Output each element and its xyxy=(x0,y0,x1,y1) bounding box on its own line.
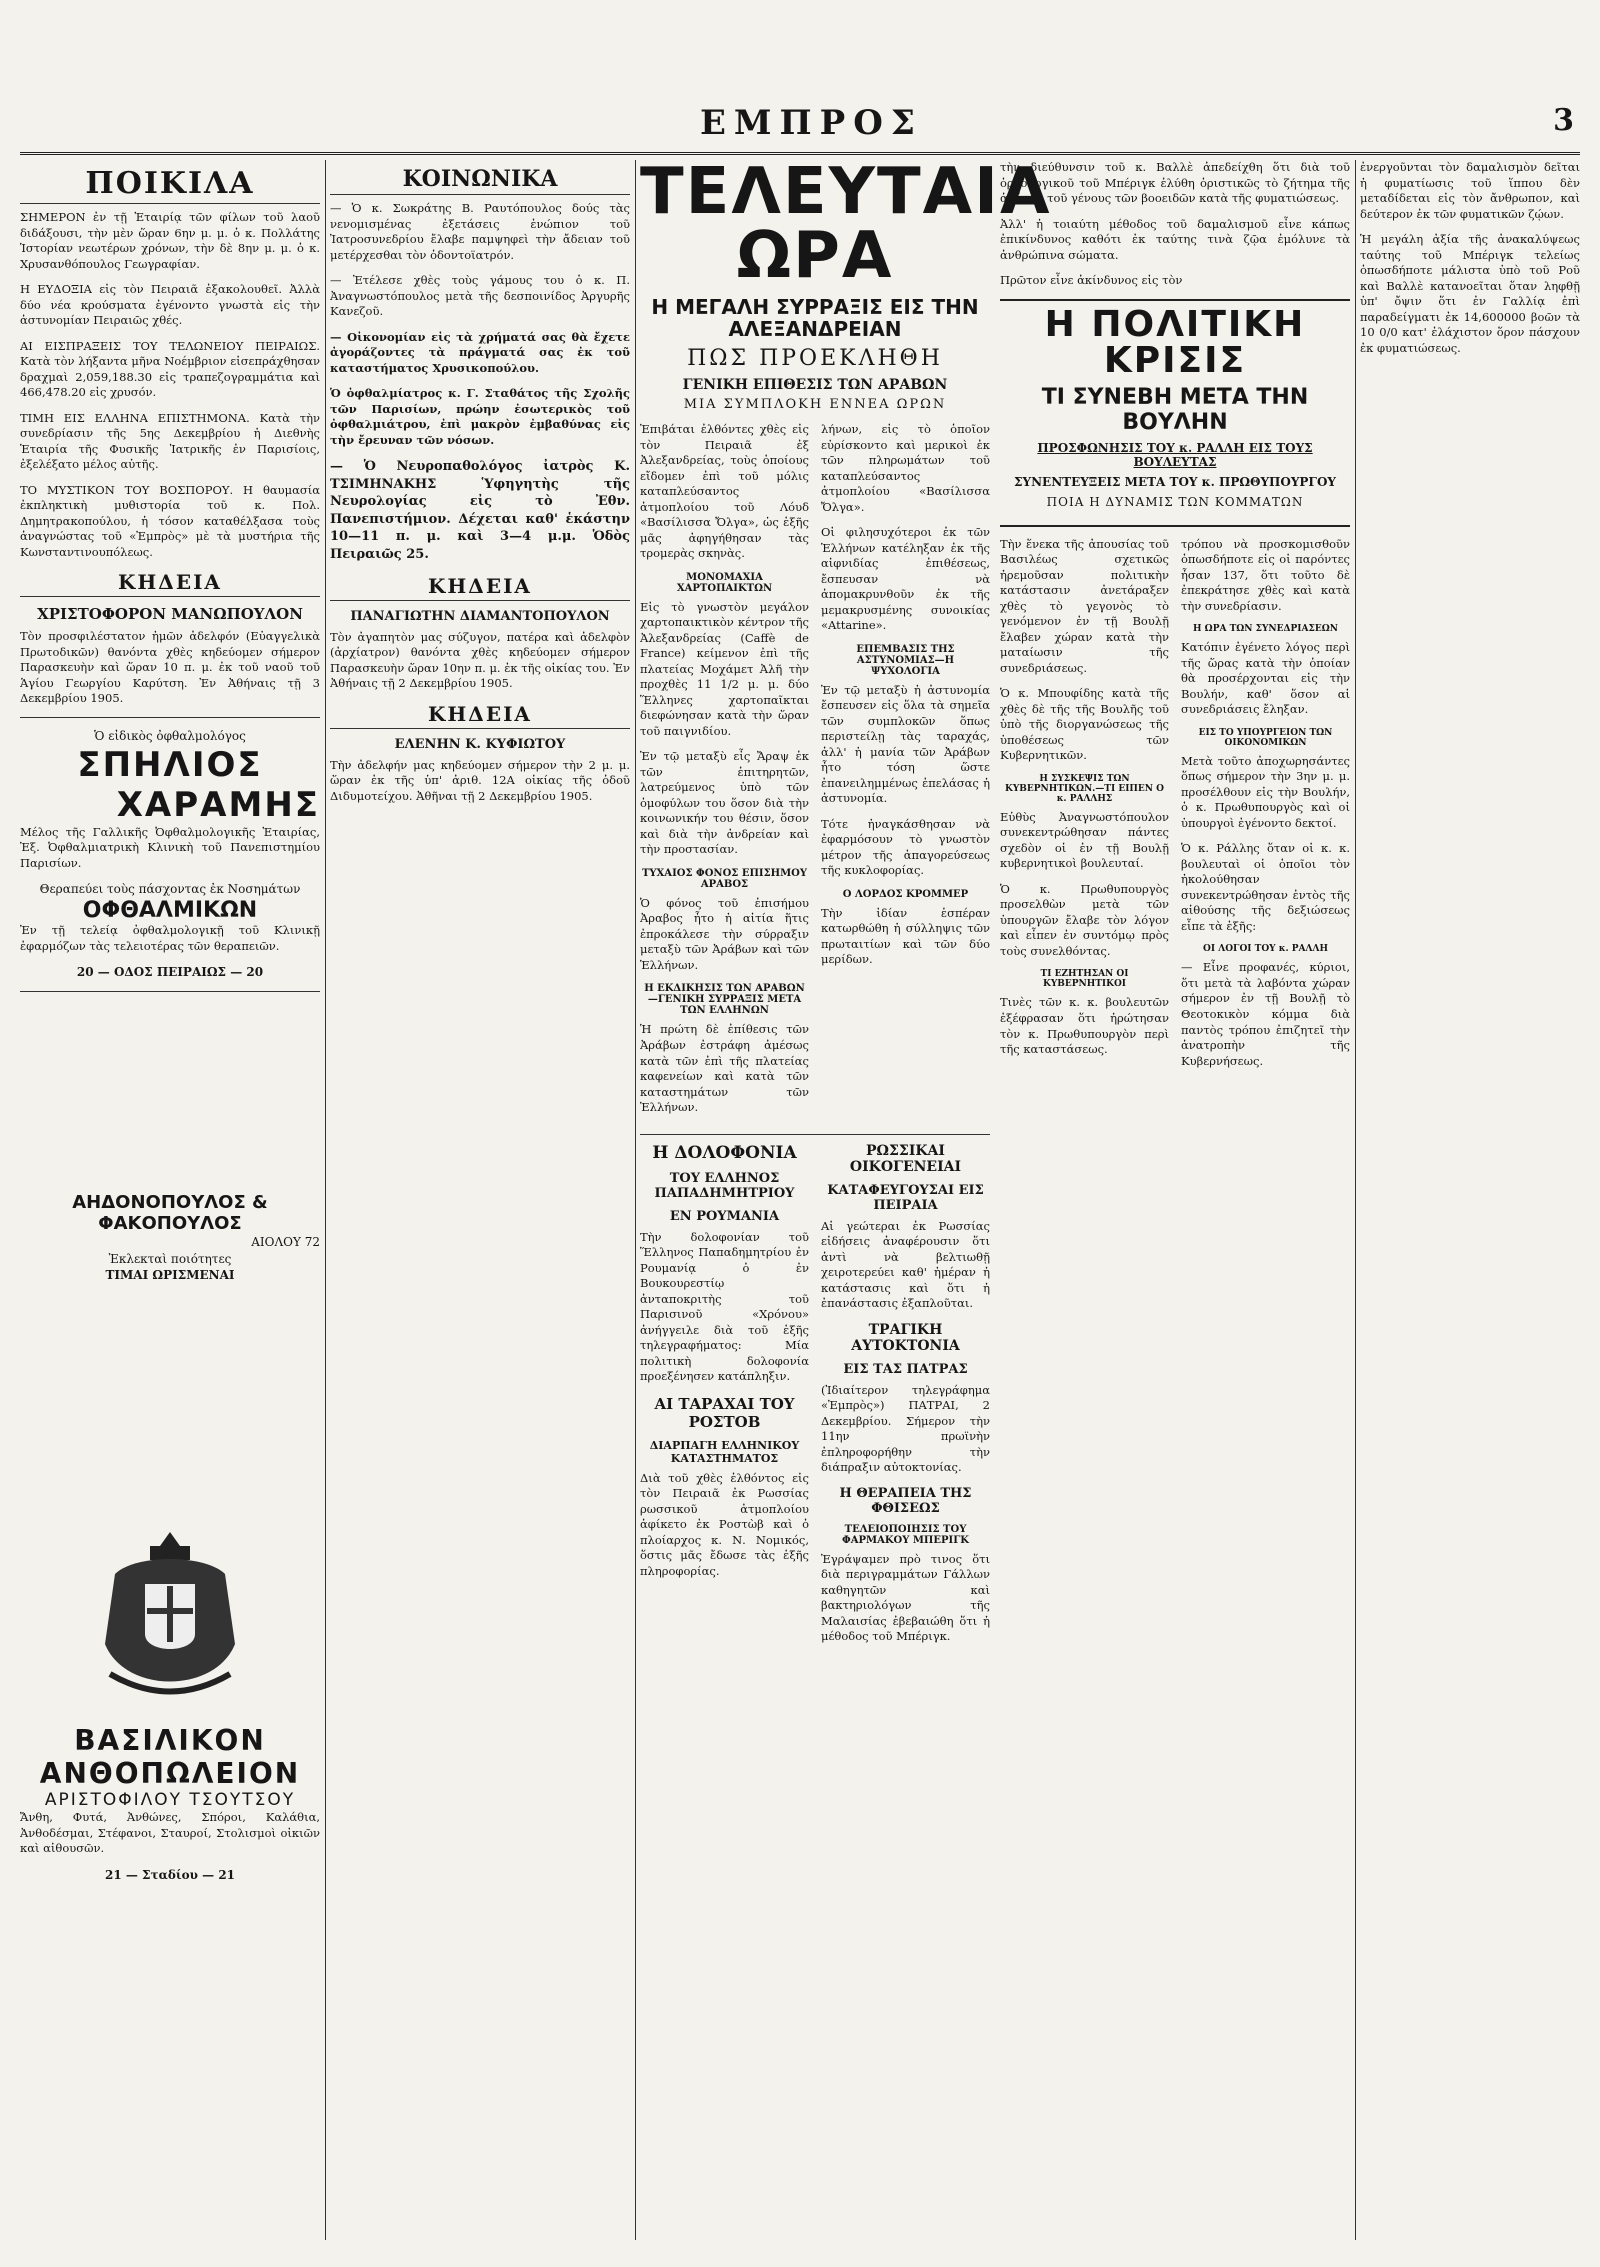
subheading: ΟΙ ΛΟΓΟΙ ΤΟΥ κ. ΡΑΛΛΗ xyxy=(1203,944,1328,955)
subheading: Η ΣΥΣΚΕΨΙΣ ΤΩΝ ΚΥΒΕΡΝΗΤΙΚΩΝ.—ΤΙ ΕΙΠΕΝ Ο κ. ΡΑΛΛΗΣ xyxy=(1005,773,1164,804)
lead-story-right xyxy=(821,422,990,1126)
headline-sub: Η ΜΕΓΑΛΗ ΣΥΡΡΑΞΙΣ ΕΙΣ ΤΗΝ ΑΛΕΞΑΝΔΡΕΙΑΝ xyxy=(651,295,979,341)
paragraph: Ἐγράψαμεν πρὸ τινος ὅτι διὰ περιγραμμάτων Γάλλων καθηγητῶν καὶ βακτηριολόγων τῆς Μαλαισίας ἐβεβαιώθη ὅτι ἡ μέθοδος τοῦ Μπέριγκ. xyxy=(821,1551,990,1644)
headline-4: ΓΕΝΙΚΗ ΕΠΙΘΕΣΙΣ ΤΩΝ ΑΡΑΒΩΝ xyxy=(682,377,948,393)
paragraph: λήνων, εἰς τὸ ὁποῖον εὑρίσκοντο καὶ μερικοὶ ἐκ τῶν πληρωμάτων τοῦ καταπλεύσαντος ἀτμοπλοίου «Βασίλισσα Ὄλγα». xyxy=(821,422,990,514)
story-subheadline: ΔΙΑΡΠΑΓΗ ΕΛΛΗΝΙΚΟΥ ΚΑΤΑΣΤΗΜΑΤΟΣ xyxy=(649,1438,800,1465)
paragraph: Τὴν ἰδίαν ἑσπέραν κατωρθώθη ἡ σύλληψις τῶν πρωταιτίων καὶ τῶν δύο μερίδων. xyxy=(821,905,990,967)
column-4 xyxy=(1360,160,1580,2240)
column-divider xyxy=(635,160,636,2240)
doctor-advertisement xyxy=(20,728,320,981)
subheading: ΕΙΣ ΤΟ ΥΠΟΥΡΓΕΙΟΝ ΤΩΝ ΟΙΚΟΝΟΜΙΚΩΝ xyxy=(1198,727,1333,748)
section-title-khdeia: ΚΗΔΕΙΑ xyxy=(20,570,320,597)
politiki-subheadline: ΠΡΟΣΦΩΝΗΣΙΣ ΤΟΥ κ. ΡΑΛΛΗ ΕΙΣ ΤΟΥΣ ΒΟΥΛΕΥΤΑΣ xyxy=(1037,440,1313,469)
story-subheadline: ΤΟΥ ΕΛΛΗΝΟΣ ΠΑΠΑΔΗΜΗΤΡΙΟΥ xyxy=(654,1170,795,1201)
paragraph: ΑΙ ΕΙΣΠΡΑΞΕΙΣ ΤΟΥ ΤΕΛΩΝΕΙΟΥ ΠΕΙΡΑΙΩΣ. Κατὰ τὸν λήξαντα μῆνα Νοέμβριον εἰσεπράχθησαν δραχμαὶ 2,059,188.30 εἰς τραπεζογραμμάτια καὶ 466,478.20 εἰς χρυσόν. xyxy=(20,338,320,400)
page-number: 3 xyxy=(1553,103,1574,138)
section-title-khdeia: ΚΗΔΕΙΑ xyxy=(330,702,630,729)
divider xyxy=(20,991,320,992)
politiki-headline: Η ΠΟΛΙΤΙΚΗ ΚΡΙΣΙΣ xyxy=(1044,303,1306,381)
subheading: ΜΟΝΟΜΑΧΙΑ ΧΑΡΤΟΠΑΙΚΤΩΝ xyxy=(676,571,773,594)
paragraph: τρόπου νὰ προσκομισθοῦν ὁπωσδήποτε εἰς οἱ παρόντες ἦσαν 137, ὅτι τοῦτο δὲ ἐπεκράτησε χθὲς καὶ κατὰ τὴν συνεδρίασιν. xyxy=(1181,536,1350,613)
subheading: ΕΠΕΜΒΑΣΙΣ ΤΗΣ ΑΣΤΥΝΟΜΙΑΣ—Η ΨΥΧΟΛΟΓΙΑ xyxy=(856,643,955,677)
story-subheadline: ΕΙΣ ΤΑΣ ΠΑΤΡΑΣ xyxy=(843,1361,968,1377)
ad-line: Ὁ εἰδικὸς ὀφθαλμολόγος xyxy=(94,728,246,743)
paragraph: Ἡ πρώτη δὲ ἐπίθεσις τῶν Ἀράβων ἐστράφη ἀμέσως κατὰ τῶν ἐπὶ τῆς πλατείας καφενείων καὶ κατὰ τῶν καταστημάτων τῶν Ἑλλήνων. xyxy=(640,1022,809,1115)
ad-name: ΧΑΡΑΜΗΣ xyxy=(116,784,320,825)
ad-specialty: ΟΦΘΑΛΜΙΚΩΝ xyxy=(82,898,258,924)
paragraph: Πρῶτον εἶνε ἀκίνδυνος εἰς τὸν xyxy=(1000,273,1183,288)
headline-3: ΠΩΣ ΠΡΟΕΚΛΗΘΗ xyxy=(687,346,943,371)
ad-address: ΑΙΟΛΟΥ 72 xyxy=(251,1234,320,1249)
deceased-name: ΠΑΝΑΓΙΩΤΗΝ ΔΙΑΜΑΝΤΟΠΟΥΛΟΝ xyxy=(350,608,610,624)
paragraph: Μετὰ τοῦτο ἀποχωρησάντες ὅπως σήμερον τὴν 3ην μ. μ. προσέλθουν εἰς τὴν Βουλήν, ὁ κ. Πρωθυπουργὸς καὶ οἱ ὑπουργοὶ ἐγένοντο δεκτοί. xyxy=(1181,753,1350,830)
paragraph: — Ἐτέλεσε χθὲς τοὺς γάμους του ὁ κ. Π. Ἀναγνωστόπουλος μετὰ τῆς δεσποινίδος Ἀργυρῆς Κανεζοῦ. xyxy=(330,273,630,319)
ad-name: ΣΠΗΛΙΟΣ xyxy=(77,744,263,785)
paragraph: Τότε ἠναγκάσθησαν νὰ ἐφαρμόσουν τὸ γνωστὸν μέτρον τῆς ἀπαγορεύσεως τῆς κυκλοφορίας. xyxy=(821,816,990,878)
story-headline: Η ΘΕΡΑΠΕΙΑ ΤΗΣ ΦΘΙΣΕΩΣ xyxy=(839,1485,972,1516)
politiki-subheadline: ΠΟΙΑ Η ΔΥΝΑΜΙΣ ΤΩΝ ΚΟΜΜΑΤΩΝ xyxy=(1046,494,1304,509)
subheading: Η ΩΡΑ ΤΩΝ ΣΥΝΕΔΡΙΑΣΕΩΝ xyxy=(1193,624,1338,635)
story-headline: ΤΡΑΓΙΚΗ ΑΥΤΟΚΤΟΝΙΑ xyxy=(851,1321,960,1354)
subheading: Η ΕΚΔΙΚΗΣΙΣ ΤΩΝ ΑΡΑΒΩΝ—ΓΕΝΙΚΗ ΣΥΡΡΑΞΙΣ ΜΕΤΑ ΤΩΝ ΕΛΛΗΝΩΝ xyxy=(644,983,805,1017)
column-3 xyxy=(640,160,1350,2240)
ad-address: 20 — ΟΔΟΣ ΠΕΙΡΑΙΩΣ — 20 xyxy=(76,965,264,980)
subheading: ΤΙ ΕΖΗΤΗΣΑΝ ΟΙ ΚΥΒΕΡΝΗΤΙΚΟΙ xyxy=(1040,969,1129,990)
paragraph: ΣΗΜΕΡΟΝ ἐν τῇ Ἑταιρίᾳ τῶν φίλων τοῦ λαοῦ διδάξουσι, τὴν μὲν ὥραν 6ην μ. μ. ὁ κ. Πολλάτης Ἱστορίαν νεωτέρων χρόνων, τὴν δὲ 8ην μ. μ. ὁ κ. Χρυσανθόπουλος Γεωγραφίαν. xyxy=(20,210,320,271)
paragraph: Ἡ μεγάλη ἀξία τῆς ἀνακαλύψεως ταύτης τοῦ Μπέριγκ τελείως ὁπωσδήποτε μάλιστα ὑπὸ τοῦ Ροῦ καὶ Βαλλὲ κατανοεῖται ὅταν ληφθῇ ὑπ' ὄψιν ὅτι ἐν Γαλλίᾳ ἐπὶ παραδείγματι ἐκ 14,600000 βοῶν τὰ 10 0/0 κατ' ἐλάχιστον ὅρον πάσχουν ἐκ φυματιώσεως. xyxy=(1360,232,1580,355)
paragraph: Τὴν ἀδελφήν μας κηδεύομεν σήμερον τὴν 2 μ. μ. ὥραν ἐκ τῆς ὑπ' ἀριθ. 12Α οἰκίας τῆς ὁδοῦ Διδυμοτείχου. Ἀθῆναι τῇ 2 Δεκεμβρίου 1905. xyxy=(330,757,630,803)
ad-text: Ἄνθη, Φυτά, Ἀνθώνες, Σπόροι, Καλάθια, Ἀνθοδέσμαι, Στέφανοι, Σταυροί, Στολισμοὶ οἰκιῶν καὶ αἰθουσῶν. xyxy=(20,1810,320,1856)
story-rossikai xyxy=(821,1143,990,1655)
paragraph: Κατόπιν ἐγένετο λόγος περὶ τῆς ὥρας κατὰ τὴν ὁποίαν θὰ προσέρχονται εἰς τὴν Βουλήν, καθ' ὅσον αἱ συνεδριάσεις ἔληξαν. xyxy=(1181,640,1350,717)
paragraph: Τὸν προσφιλέστατον ἡμῶν ἀδελφόν (Εὐαγγελικὰ Πρωτοδικῶν) θανόντα χθὲς κηδεύομεν σήμερον Παρασκευὴν καὶ ὥραν 10 π. μ. ἐκ τοῦ ναοῦ τοῦ Ἁγίου Γεωργίου Καρύτση. Ἐν Ἀθήναις τῇ 3 Δεκεμβρίου 1905. xyxy=(20,629,320,706)
section-title-khdeia: ΚΗΔΕΙΑ xyxy=(330,574,630,601)
divider xyxy=(640,1134,990,1135)
section-title-koinonika: ΚΟΙΝΩΝΙΚΑ xyxy=(330,166,630,195)
paragraph: Τινὲς τῶν κ. κ. βουλευτῶν ἐξέφρασαν ὅτι ἠρώτησαν τὸν κ. Πρωθυπουργὸν περὶ τῆς καταστάσεως. xyxy=(1000,995,1169,1057)
right-stories xyxy=(1000,160,1350,1079)
paragraph: Ὁ κ. Πρωθυπουργὸς προσελθὼν μετὰ τῶν ὑπουργῶν ἔλαβε τὸν λόγον καὶ εἶπεν ἐν συντόμῳ πρὸς τοὺς συνελθόντας. xyxy=(1000,881,1169,958)
paragraph: ἐνεργοῦνται τὸν δαμαλισμὸν δεῖται ἡ φυματίωσις τοῦ ἵππου δὲν μεταδίδεται εἰς τὸν ἄνθρωπον, καὶ δεύτερον ἐκ τῶν φυματικῶν ζῴων. xyxy=(1360,160,1580,221)
column-2 xyxy=(330,160,630,2240)
paragraph: ΤΙΜΗ ΕΙΣ ΕΛΛΗΝΑ ΕΠΙΣΤΗΜΟΝΑ. Κατὰ τὴν συνεδρίασιν τῆς 5ης Δεκεμβρίου ἡ Διεθνὴς Ἑταιρία τῆς Φυσικῆς Ἰατρικῆς ἐν Παρισίοις, ἐξελέξατο μέλος αὐτῆς. xyxy=(20,410,320,472)
lead-story xyxy=(640,160,1052,1655)
paragraph: Αἱ γεώτεραι ἐκ Ρωσσίας εἰδήσεις ἀναφέρουσιν ὅτι ἀντὶ νὰ βελτιωθῇ χειροτερεύει καθ' ἡμέραν ἡ κατάστασις καὶ ὅτι ἡ ἐπανάστασις ἐξαπλοῦται. xyxy=(821,1218,990,1311)
paragraph: — Εἶνε προφανές, κύριοι, ὅτι μετὰ τὰ λαβόντα χώραν σήμερον ἐν τῇ Βουλῇ τὸ Θεοτοκικὸν κόμμα διὰ παντὸς τρόπου ἐπιζητεῖ τὴν ἀνατροπὴν τῆς Κυβερνήσεως. xyxy=(1181,960,1350,1068)
politiki-subheadline: ΣΥΝΕΝΤΕΥΞΕΙΣ ΜΕΤΑ ΤΟΥ κ. ΠΡΩΘΥΠΟΥΡΓΟΥ xyxy=(1014,474,1336,489)
paragraph: Εὐθὺς Ἀναγνωστόπουλον συνεκεντρώθησαν πάντες σχεδὸν οἱ ἐν τῇ Βουλῇ κυβερνητικοὶ βουλευταί. xyxy=(1000,809,1169,871)
headline-main: ΤΕΛΕΥΤΑΙΑ ΩΡΑ xyxy=(640,160,1052,293)
paragraph: — Οἰκονομίαν εἰς τὰ χρήματά σας θὰ ἔχετε ἀγοράζοντες τὰ πράγματά σας ἐκ τοῦ καταστήματος Χρυσικοπούλου. xyxy=(330,329,630,375)
paragraph: Τὴν δολοφονίαν τοῦ Ἕλληνος Παπαδημητρίου ἐν Ρουμανίᾳ ὁ ἐν Βουκουρεστίῳ ἀνταποκριτὴς τοῦ Παρισινοῦ «Χρόνου» ἀνήγγειλε διὰ τοῦ ἑξῆς τηλεγραφήματος: Μία πολιτικὴ δολοφονία προεξένησεν κατάπληξιν. xyxy=(640,1229,809,1384)
ad-line: ΤΙΜΑΙ ΩΡΙΣΜΕΝΑΙ xyxy=(105,1268,235,1283)
subheading: ΤΥΧΑΙΟΣ ΦΟΝΟΣ ΕΠΙΣΗΜΟΥ ΑΡΑΒΟΣ xyxy=(641,867,808,890)
ad-text: Μέλος τῆς Γαλλικῆς Ὀφθαλμολογικῆς Ἑταιρίας, Ἐξ. Ὀφθαλμιατρικὴ Κλινικὴ τοῦ Πανεπιστημίου Παρισίων. xyxy=(20,824,320,870)
lead-story-body xyxy=(640,422,990,1126)
divider xyxy=(20,717,320,718)
ad-shop-name: ΑΗΔΟΝΟΠΟΥΛΟΣ & ΦΑΚΟΠΟΥΛΟΣ xyxy=(72,1191,268,1234)
column-divider xyxy=(1355,160,1356,2240)
florist-advertisement xyxy=(20,1724,320,1883)
politiki-left xyxy=(1000,537,1169,1079)
ad-line: Ἐκλεκταὶ ποιότητες xyxy=(108,1251,232,1266)
paragraph: ΤΟ ΜΥΣΤΙΚΟΝ ΤΟΥ ΒΟΣΠΟΡΟΥ. Η θαυμασία ἐκπληκτικὴ μυθιστορία τοῦ κ. Πολ. Δημητρακοπούλου, ἡ τόσον καταθέλξασα τοὺς ἀναγνώστας τοῦ «Ἐμπρὸς» μὲ τὰ μυστήρια τῆς Κωνσταντινουπόλεως. xyxy=(20,482,320,559)
politiki-right xyxy=(1181,537,1350,1079)
ad-shop-name: ΒΑΣΙΛΙΚΟΝ ΑΝΘΟΠΩΛΕΙΟΝ xyxy=(39,1724,301,1791)
paragraph: Ἐπιβάται ἐλθόντες χθὲς εἰς τὸν Πειραιᾶ ἐξ Ἀλεξανδρείας, τοὺς ὁποίους εἴδομεν ἐπὶ τοῦ μόλις καταπλεύσαντος ἀτμοπλοίου τοῦ Λόυδ «Βασίλισσα Ὄλγα», ὡς ἑξῆς μᾶς ἀφηγήθησαν τὰς τρομερὰς σκηνὰς. xyxy=(640,422,809,561)
story-subheadline: ΤΕΛΕΙΟΠΟΙΗΣΙΣ ΤΟΥ ΦΑΡΜΑΚΟΥ ΜΠΕΡΙΓΚ xyxy=(842,1523,969,1546)
paragraph: — Ὁ Νευροπαθολόγος ἰατρὸς Κ. ΤΣΙΜΗΝΑΚΗΣ Ὑφηγητὴς τῆς Νευρολογίας εἰς τὸ Ἐθν. Πανεπιστήμιον. Δέχεται καθ' ἑκάστην 10—11 π. μ. καὶ 3—4 μ.μ. Ὁδὸς Πειραιῶς 25. xyxy=(330,459,630,562)
deceased-name: ΧΡΙΣΤΟΦΟΡΟΝ ΜΑΝΩΠΟΥΛΟΝ xyxy=(37,605,303,624)
paragraph: Ὁ ὀφθαλμίατρος κ. Γ. Σταθάτος τῆς Σχολῆς τῶν Παρισίων, πρώην ἐσωτερικὸς τοῦ ὀφθαλμιάτρου, ἐπὶ μακρὸν ἐμβαθύνας εἰς τὴν ἔρευναν τῶν νόσων. xyxy=(330,386,630,447)
paragraph: Τὸν ἀγαπητὸν μας σύζυγον, πατέρα καὶ ἀδελφὸν (ἀρχίατρον) θανόντα χθὲς κηδεύομεν σήμερον Παρασκευὴν ὥραν 10ην π. μ. ἐκ τῆς οἰκίας του. Ἐν Ἀθήναις τῇ 2 Δεκεμβρίου 1905. xyxy=(330,629,630,691)
paragraph: Ὁ κ. Ράλλης ὅταν οἱ κ. κ. βουλευταὶ οἱ ὁποῖοι τὸν ἠκολούθησαν συνεκεντρώθησαν ἐντὸς τῆς αἰθούσης τῆς δεξιώσεως εἶπε τὰ ἑξῆς: xyxy=(1181,841,1350,933)
column-divider xyxy=(325,160,326,2240)
paragraph: Διὰ τοῦ χθὲς ἐλθόντος εἰς τὸν Πειραιᾶ ἐκ Ρωσσίας ρωσσικοῦ ἀτμοπλοίου ἀφίκετο ἐκ Ροστὼβ καὶ ὁ πλοίαρχος κ. Ν. Νομικός, ὅστις μᾶς ἔδωσε τὰς ἑξῆς πληροφορίας. xyxy=(640,1470,809,1578)
subheading: Ο ΛΟΡΔΟΣ ΚΡΟΜΜΕΡ xyxy=(842,888,969,900)
masthead xyxy=(20,95,1580,155)
paragraph: Ἐν τῷ μεταξὺ εἷς Ἄραψ ἐκ τῶν ἐπιτηρητῶν, λατρεύμενος ὑπὸ τῶν ὁμοφύλων του ὅσον διὰ τὴν κοινωνικήν του θέσιν, ὅσον καὶ διὰ τὴν ἀνδρείαν καὶ τὴν προστασίαν. xyxy=(640,749,809,857)
newspaper-title: ΕΜΠΡΟΣ xyxy=(700,103,923,143)
section-title-poikila: ΠΟΙΚΙΛΑ xyxy=(20,166,320,204)
paragraph: Η ΕΥΔΟΞΙΑ εἰς τὸν Πειραιᾶ ἐξακολουθεῖ. Ἀλλὰ δύο νέα κρούσματα ἐγένοντο γνωστὰ εἰς τὴν ἀστυνομίαν Πειραιῶς χθές. xyxy=(20,282,320,328)
paragraph: τὴν διεύθυνσιν τοῦ κ. Βαλλὲ ἀπεδείχθη ὅτι διὰ τοῦ ὀρρολογικοῦ τοῦ Μπέριγκ ἐλύθη ὁριστικῶς τὸ ζήτημα τῆς ἀνόσου τοῦ γένους τῶν βοοειδῶν κατὰ τῆς φυματιώσεως. xyxy=(1000,160,1350,206)
lead-story-left xyxy=(640,422,809,1126)
masthead-rule xyxy=(20,152,1580,155)
deceased-name: ΕΛΕΝΗΝ Κ. ΚΥΦΙΩΤΟΥ xyxy=(394,736,566,752)
shop-advertisement xyxy=(20,1192,320,1284)
headline-5: ΜΙΑ ΣΥΜΠΛΟΚΗ ΕΝΝΕΑ ΩΡΩΝ xyxy=(683,397,947,412)
story-headline: Η ΔΟΛΟΦΟΝΙΑ xyxy=(652,1142,797,1163)
politiki-body xyxy=(1000,537,1350,1079)
paragraph: Ἐν τῷ μεταξὺ ἡ ἀστυνομία ἔσπευσεν εἰς ὅλα τὰ σημεῖα τῶν συμπλοκῶν ὅπως περιστείλῃ τὰς ταραχάς, ἀλλ' ἡ μανία τῶν Ἀράβων ἦτο τόση ὥστε ἐπανειλημμένως ἐπελάσας ἡ ἀστυνομία. xyxy=(821,682,990,806)
paragraph: Τὴν ἕνεκα τῆς ἀπουσίας τοῦ Βασιλέως σχετικῶς ἠρεμοῦσαν πολιτικὴν κατάστασιν ἀνετάραξεν χθὲς τὸ γεγονὸς τὸ γενόμενον ἐν τῇ Βουλῇ ἔλαβεν χώραν κατὰ τὴν ματαίωσιν τῆς συνεδριάσεως. xyxy=(1000,536,1169,675)
paragraph: Οἱ φιλησυχότεροι ἐκ τῶν Ἑλλήνων κατέληξαν ἐκ τῆς αἰφνιδίας ἐπιθέσεως, ἔσπευσαν νὰ ἀπομακρυνθοῦν ἐκ τῆς μεμακρυσμένης συνοικίας «Attarine». xyxy=(821,525,990,633)
paragraph: Ἀλλ' ἡ τοιαύτη μέθοδος τοῦ δαμαλισμοῦ εἶνε κάπως ἐπικίνδυνος καθότι ἐκ ταύτης τινὰ ζῷα ἐμόλυνε τὰ ἀνθρώπινα σώματα. xyxy=(1000,216,1350,262)
column-1 xyxy=(20,160,320,2240)
ad-owner: ΑΡΙΣΤΟΦΙΛΟΥ ΤΣΟΥΤΣΟΥ xyxy=(44,1790,296,1811)
ad-text: Ἐν τῇ τελείᾳ ὀφθαλμολογικῇ τοῦ Κλινικῇ ἐφαρμόζων τὰς τελειοτέρας τῶν θεραπειῶν. xyxy=(20,923,320,953)
ad-address: 21 — Σταδίου — 21 xyxy=(104,1867,236,1882)
paragraph: (Ἰδιαίτερον τηλεγράφημα «Ἐμπρὸς») ΠΑΤΡΑΙ, 2 Δεκεμβρίου. Σήμερον τὴν 11ην πρωϊνὴν ἐπληροφορήθην τὴν διάπραξιν αὐτοκτονίας. xyxy=(821,1382,990,1475)
paragraph: — Ὁ κ. Σωκράτης Β. Ραυτόπουλος δούς τὰς νενομισμένας ἐξετάσεις ἐνώπιον τοῦ Ἰατροσυνεδρίου ἔλαβε παμψηφεὶ τὴν ἄδειαν τοῦ μετέρχεσθαι τὸν ὀδοντοϊατρόν. xyxy=(330,201,630,262)
story-subheadline: ΚΑΤΑΦΕΥΓΟΥΣΑΙ ΕΙΣ ΠΕΙΡΑΙΑ xyxy=(827,1182,984,1213)
story-dolofonia xyxy=(640,1143,809,1655)
politiki-subheadline: ΤΙ ΣΥΝΕΒΗ ΜΕΤΑ ΤΗΝ ΒΟΥΛΗΝ xyxy=(1041,384,1309,435)
paragraph: Ὁ φόνος τοῦ ἐπισήμου Ἀραβος ἦτο ἡ αἰτία ἥτις ἐπροκάλεσε τὴν σύρραξιν μεταξὺ τῶν Ἀράβων καὶ τῶν Ἑλλήνων. xyxy=(640,895,809,972)
paragraph: Εἰς τὸ γνωστὸν μεγάλον χαρτοπαικτικὸν κέντρον τῆς Ἀλεξανδρείας (Caffè de France) κείμενον ἐπὶ τῆς πλατείας Μοχάμετ Ἀλῆ τὴν προχθὲς 11 1/2 μ. μ. δύο Ἕλληνες χαρτοπαῖκται διεφώνησαν κατὰ τὴν ὥραν τοῦ παιγνιδίου. xyxy=(640,599,809,738)
royal-crest-icon xyxy=(95,1524,245,1714)
politiki-headline-block xyxy=(1000,299,1350,527)
story-headline: ΡΩΣΣΙΚΑΙ ΟΙΚΟΓΕΝΕΙΑΙ xyxy=(849,1142,962,1175)
story-subheadline: ΕΝ ΡΟΥΜΑΝΙΑ xyxy=(669,1208,780,1224)
story-headline: ΑΙ ΤΑΡΑΧΑΙ ΤΟΥ ΡΟΣΤΟΒ xyxy=(654,1394,795,1431)
paragraph: Ὁ κ. Μπουφίδης κατὰ τῆς χθὲς δὲ τῆς τῆς Βουλῆς τοῦ ὑπὸ τῆς διοργανώσεως τῆς ὑποθέσεως τῶν Κυβερνητικῶν. xyxy=(1000,686,1169,763)
lower-stories xyxy=(640,1143,990,1655)
ad-line: Θεραπεύει τοὺς πάσχοντας ἐκ Νοσημάτων xyxy=(39,882,301,897)
